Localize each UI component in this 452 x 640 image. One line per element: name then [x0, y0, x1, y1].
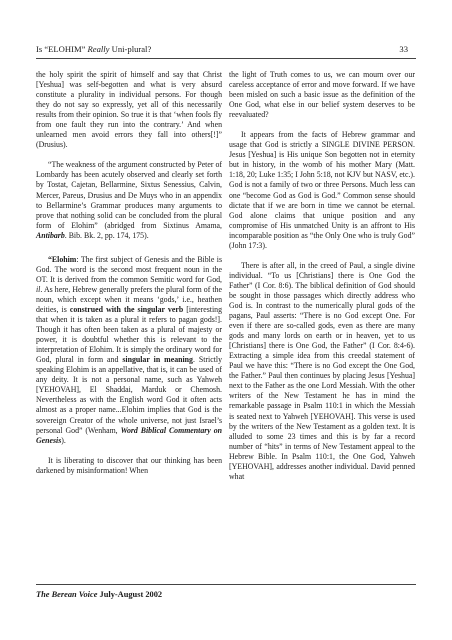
elohim-text-3: [interesting that when it is taken as a plural it refers to pagan gods!]. Though it has often been taken as a plural of majesty or power, it is doubtful whether this is relevant to the interpretation of Elohim. It is simply the ordinary word for God, plural in form and [36, 304, 222, 365]
antibarb-title: Antibarb [36, 230, 65, 240]
footer-rule [36, 584, 416, 585]
wenham-commentary-title: Word Biblical Commentary on Genesis [36, 425, 222, 445]
semitic-word-il: il [36, 284, 41, 294]
singular-verb-emphasis: construed with the singular verb [69, 304, 184, 314]
elohim-term: “Elohim [48, 254, 77, 264]
left-column [36, 70, 222, 486]
page-number: 33 [399, 44, 408, 54]
lombardy-text: “The weakness of the argument constructed by Peter of Lombardy has been acutely observed and clearly set forth by Tostat, Cajetan, Bellarmine, Sixtus Senessius, Calvin, Mercer, Pareus, Drusius and De Muys who in an appendix to Bellarmine’s Grammar produces many arguments to prove that nothing solid can be concluded from the plural form of Elohim” (abridged from Sixtinus Amama, [36, 160, 222, 230]
elohim-text-1: : The first subject of Genesis and the Bible is God. The word is the second most frequent noun in the OT. It is derived from the common Semitic word for God, [36, 254, 222, 284]
header-title-end: Uni-plural? [109, 44, 152, 54]
elohim-text-4: . Strictly speaking Elohim is an appellative, that is, it can be used of any deity. It is not a personal name, such as Yahweh [YEHOVAH], El Shaddai, Marduk or Chemosh. Nevertheless as with the English word God it often acts almost as a proper name...Elohim implies that God is the sovereign Creator of the whole universe, not just Israel’s personal God” (Wenham, [36, 355, 222, 435]
paragraph-drusius-quote: the holy spirit the spirit of himself and say that Christ [Yeshua] was self-begotten and what is very absurd constitute a plurality in individual persons. For though they do not say so expressly, yet all of this necessarily results from their opinion. So true it is that ‘when fools fly from one fault they run into the contrary.’ And when unlearned men avoid errors they fall into others[!]” (Drusius). [36, 70, 222, 150]
publication-title: The Berean Voice [36, 590, 98, 599]
elohim-text-2: . As here, Hebrew generally prefers the plural form of the noun, which except when it means ‘gods,’ i.e., heathen deities, is [36, 284, 222, 314]
header-title-start: Is “ELOHIM” [36, 44, 88, 54]
right-column [229, 70, 415, 492]
publication-date: July-August 2002 [97, 590, 163, 599]
paragraph-creed-of-paul: There is after all, in the creed of Paul, a single divine individual. “To us [Christians] there is One God the Father” (I Cor. 8:6). The biblical definition of God should be sought in those passages which directly address who God is. In contrast to the numerically plural gods of the pagans, Paul asserts: “There is no God except One. For even if there are so-called gods, even as there are many gods and many lords on earth or in heaven, yet to us [Christians] there is One God, the Father” (I Cor. 8:4-6). Extracting a simple idea from this creedal statement of Paul we have this: “There is no God except the One God, the Father.” Paul then continues by placing Jesus [Yeshua] next to the Father as the one Lord Messiah. With the other writers of the New Testament he has in mind the remarkable passage in Psalm 110:1 in which the Messiah is seated next to Yahweh [YEHOVAH]. This verse is used by the writers of the New Testament as a golden text. It is alluded to some 23 times and this is by far a record number of “hits” in terms of New Testament appeal to the Hebrew Bible. In Psalm 110:1, the One God, Yahweh [YEHOVAH], addresses another individual. David penned what [229, 260, 415, 481]
paragraph-light-of-truth: the light of Truth comes to us, we can mourn over our careless acceptance of error and move forward. If we have been misled on such a basic issue as the definition of the One God, what else in our belief system deserves to be reevaluated? [229, 70, 415, 120]
footer-publication [36, 590, 162, 599]
paragraph-elohim-definition [36, 255, 222, 446]
paragraph-liberating: It is liberating to discover that our thinking has been darkened by misinformation! When [36, 455, 222, 475]
singular-meaning-emphasis: singular in meaning [122, 355, 193, 365]
header-rule [36, 58, 416, 59]
paragraph-lombardy [36, 160, 222, 240]
elohim-text-5: ). [61, 435, 66, 445]
running-header-title [36, 44, 151, 54]
paragraph-single-divine-person: It appears from the facts of Hebrew grammar and usage that God is strictly a SINGLE DIVINE PERSON. Jesus [Yeshua] is His unique Son begotten not in eternity but in history, in the womb of his mother Mary (Matt. 1:18, 20; Luke 1:35; I John 5:18, not KJV but NASV, etc.). God is not a family of two or three Persons. Much less can one “become God as God is God.” Common sense should dictate that if we are born in time we cannot be eternal. God alone claims that unique position and any compromise of His unmatched Unity is an affront to His incomparable position as “the Only One who is truly God” (John 17:3). [229, 130, 415, 250]
header-title-emphasis: Really [87, 44, 110, 54]
lombardy-citation: . Bib. Bk. 2, pp. 174, 175). [64, 230, 149, 240]
